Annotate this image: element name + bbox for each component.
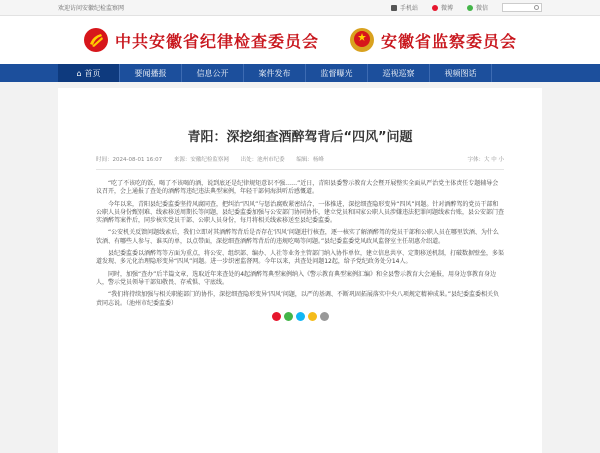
nav-label: 要闻播报 [134, 68, 167, 78]
share-more-icon[interactable] [320, 312, 329, 321]
paragraph: “吃了不该吃的饭，喝了不该喝的酒，说到底还是纪律规矩意识不强……”近日，青阳县委警示教育大会暨开展整实全面从严治党主体责任专题辅导会议召开，会上通报了查处的酒醉驾违纪违法典型案例，年轻干部伺海洪听后感慨道。 [96, 180, 499, 196]
paragraph: “公安机关反馈问题线索后，我们立即对其酒醉驾背后是否存在‘四风’问题进行核查，逐一核实了解酒醉驾的党员干部和公职人员在哪里饮酒、为什么饮酒、有哪些人参与、谁买的单，以点带面，深挖细查酒醉驾背后的违规吃喝等问题。”县纪委监委党风政风监督室主任胡惠介绍道。 [96, 229, 499, 245]
home-icon: ⌂ [76, 68, 82, 78]
article-title: 青阳：深挖细查酒醉驾背后“四风”问题 [187, 130, 413, 145]
nav-label: 首页 [84, 68, 101, 78]
phone-icon [391, 5, 397, 11]
nav-item-inspection[interactable] [368, 64, 430, 82]
paragraph: “我们将持续加强与相关职能部门的协作，深挖细查隐形变异‘四风’问题，以严的基调、不断巩固拓展落实中央八项规定精神成果。”县纪委监委相关负责同志说。（池州市纪委监委） [96, 291, 500, 307]
article-meta [96, 155, 504, 170]
weibo-link[interactable] [432, 3, 453, 12]
mobile-link[interactable] [391, 3, 418, 12]
article-container [58, 88, 542, 453]
paragraph: 今年以来，青阳县纪委监委坚持风腐同查，把纠治“四风”与惩治腐败紧密结合，一体推进，深挖细查隐形变异“四风”问题。针对酒醉驾的党员干部和公职人员身份甄别难、线索移送周期长等问题，县纪委监委加强与公安部门协同协作，建立党员和国家公职人员涉嫌违法犯罪问题线索台账，县公安部门查实酒醉驾案件后，同步核实党员干部、公职人员身份，每月将相关线索移送至县纪委监委。 [96, 200, 505, 225]
nav-item-home[interactable] [58, 64, 120, 82]
share-wechat-icon[interactable] [284, 312, 293, 321]
article-body [96, 180, 504, 308]
meta-from: 出处：池州市纪委 [240, 157, 285, 163]
meta-time: 时间：2024-08-01 16:07 [96, 157, 163, 163]
site-header [0, 16, 600, 64]
weibo-label: 微博 [440, 5, 453, 12]
share-weibo-icon[interactable] [272, 312, 281, 321]
paragraph: 县纪委监委以酒醉驾等方面为重点，将公安、组织部、编办、人社等业务主管部门纳入协作单位，建立信息共享、定期移送机制，打破数据壁垒，多渠道发现、多元化治理隐形变异“四风”问题。进一步织密监督网。今年以来，共查处问题12起，给予党纪政务处分14人。 [96, 250, 505, 266]
nav-label: 监督曝光 [320, 68, 353, 78]
nav-item-exposure[interactable] [306, 64, 368, 82]
brand-supervision-name: 安徽省监察委员会 [381, 31, 518, 51]
main-nav [0, 64, 600, 82]
weibo-icon [432, 5, 438, 11]
nav-item-news[interactable] [120, 64, 182, 82]
meta-editor: 编辑：杨峰 [296, 157, 324, 163]
font-size-switch[interactable]: 字体：大 中 小 [467, 157, 504, 163]
brand-party-name: 中共安徽省纪律检查委员会 [114, 31, 319, 51]
nav-label: 信息公开 [196, 68, 229, 78]
share-qzone-icon[interactable] [308, 312, 317, 321]
share-qq-icon[interactable] [296, 312, 305, 321]
wechat-icon [467, 5, 473, 11]
nav-label: 案件发布 [258, 68, 291, 78]
nav-item-video[interactable] [430, 64, 492, 82]
welcome-text: 欢迎访问安徽纪检监察网 [58, 5, 125, 12]
paragraph: 同时，加强“查办”后半篇文章，选取近年来查处的4起酒醉驾典型案例纳入《警示教育典型案例汇编》和全县警示教育大会通报，用身边事教育身边人，警示党员领导干部知敬畏、存戒惧、守底线。 [96, 270, 497, 286]
top-bar [0, 0, 600, 16]
nav-item-disclosure[interactable] [182, 64, 244, 82]
share-bar [58, 312, 542, 321]
wechat-label: 微信 [475, 5, 488, 12]
nav-label: 巡视巡察 [382, 68, 415, 78]
search-input[interactable] [502, 3, 542, 12]
brand-supervision[interactable] [349, 27, 517, 53]
party-emblem-icon [83, 27, 109, 53]
brand-party[interactable] [83, 27, 319, 53]
search-icon[interactable] [534, 5, 539, 10]
top-links [391, 3, 542, 12]
meta-source: 来源：安徽纪检监察网 [173, 157, 229, 163]
wechat-link[interactable] [467, 3, 488, 12]
national-emblem-icon [349, 27, 375, 53]
mobile-label: 手机站 [399, 5, 418, 12]
nav-item-cases[interactable] [244, 64, 306, 82]
nav-label: 视频图话 [444, 68, 477, 78]
